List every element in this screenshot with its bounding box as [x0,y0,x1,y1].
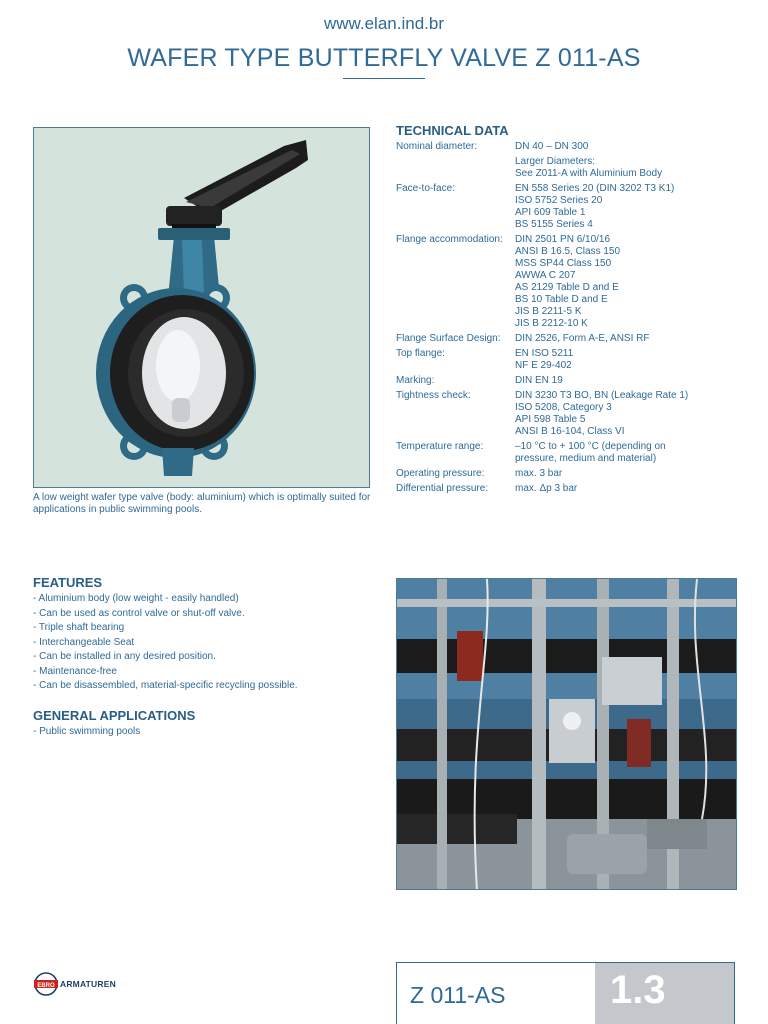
features-list [33,592,298,694]
tech-row [396,441,746,465]
tech-row-value: ISO 5752 Series 20 [515,195,603,206]
technical-data-table [396,141,746,498]
tech-row [396,183,746,231]
applications-list [33,725,140,740]
tech-row-label: Face-to-face: [396,183,455,194]
tech-row [396,348,746,372]
tech-row-label: Operating pressure: [396,468,485,479]
tech-row-value: AS 2129 Table D and E [515,282,619,293]
product-code: Z 011-AS [410,982,506,1008]
tech-row-value: EN ISO 5211 [515,348,574,359]
feature-item: - Interchangeable Seat [33,636,135,648]
tech-row [396,234,746,330]
feature-item: - Triple shaft bearing [33,622,125,633]
valve-product-photo [33,127,370,488]
tech-row [396,156,746,180]
tech-row-values [515,333,746,345]
technical-data-heading: TECHNICAL DATA [396,123,509,138]
tech-row [396,375,746,387]
tech-row-values [515,348,746,372]
tech-row-label: Differential pressure: [396,483,489,494]
installation-photo [396,578,737,890]
tech-row-value: DIN 2526, Form A-E, ANSI RF [515,333,650,344]
tech-row-values [515,234,746,330]
feature-item: - Can be disassembled, material-specific recycling possible. [33,680,298,691]
tech-row-label: Flange Surface Design: [396,333,501,344]
tech-row-values [515,441,746,465]
tech-row-value: MSS SP44 Class 150 [515,258,612,269]
tech-row-label: Flange accommodation: [396,234,503,245]
feature-item: - Can be used as control valve or shut-off valve. [33,607,245,619]
tech-row-value: BS 5155 Series 4 [515,219,593,230]
tech-row-value: Larger Diameters: [515,156,596,167]
tech-row-value: DIN 3230 T3 BO, BN (Leakage Rate 1) [515,390,689,401]
feature-item: - Can be installed in any desired position. [33,651,216,662]
tech-row [396,468,746,480]
tech-row-label: Tightness check: [396,390,471,401]
tech-row [396,390,746,438]
tech-row-values [515,156,746,180]
tech-row-value: AWWA C 207 [515,270,576,281]
tech-row-values [515,483,746,495]
ebro-logo-mark-icon [33,972,59,996]
tech-row-value: –10 °C to + 100 °C (depending on [515,441,666,452]
tech-row-value: ISO 5208, Category 3 [515,402,612,413]
tech-row-value: EN 558 Series 20 (DIN 3202 T3 K1) [515,183,675,194]
tech-row-value: ANSI B 16-104, Class VI [515,426,625,437]
tech-row-value: BS 10 Table D and E [515,294,608,305]
tech-row-value: JIS B 2212-10 K [515,318,588,329]
valve-caption: A low weight wafer type valve (body: aluminium) which is optimally suited for applications in public swimming pools. [33,492,371,515]
tech-row-value: pressure, medium and material) [515,453,657,464]
tech-row [396,141,746,153]
section-number: 1.3 [610,968,666,1012]
tech-row-value: DIN EN 19 [515,375,563,386]
tech-row-value: DN 40 – DN 300 [515,141,589,152]
tech-row-value: See Z011-A with Aluminium Body [515,168,663,179]
svg-text:EBRO: EBRO [37,982,55,989]
tech-row-values [515,141,746,153]
tech-row-label: Marking: [396,375,435,386]
tech-row-values [515,183,746,231]
features-heading: FEATURES [33,575,103,590]
logo-text: ARMATUREN [60,979,116,989]
tech-row-value: max. 3 bar [515,468,563,479]
feature-item: - Aluminium body (low weight - easily handled) [33,593,239,604]
tech-row-value: API 598 Table 5 [515,414,586,425]
tech-row [396,333,746,345]
tech-row-label: Temperature range: [396,441,484,452]
tech-row-value: API 609 Table 1 [515,207,586,218]
tech-row [396,483,746,495]
tech-row-label: Nominal diameter: [396,141,478,152]
title-underline [343,78,425,79]
tech-row-label: Top flange: [396,348,445,359]
tech-row-values [515,375,746,387]
website-url[interactable]: www.elan.ind.br [323,14,444,33]
application-item: - Public swimming pools [33,726,141,737]
tech-row-value: NF E 29-402 [515,360,572,371]
tech-row-value: DIN 2501 PN 6/10/16 [515,234,611,245]
applications-heading: GENERAL APPLICATIONS [33,708,196,723]
tech-row-value: max. Δp 3 bar [515,483,578,494]
company-logo [33,972,116,996]
page-title: WAFER TYPE BUTTERFLY VALVE Z 011-AS [127,44,641,72]
tech-row-values [515,468,746,480]
tech-row-values [515,390,746,438]
tech-row-value: ANSI B 16.5, Class 150 [515,246,621,257]
tech-row-label [396,156,515,180]
feature-item: - Maintenance-free [33,665,117,677]
tech-row-value: JIS B 2211-5 K [515,306,582,317]
